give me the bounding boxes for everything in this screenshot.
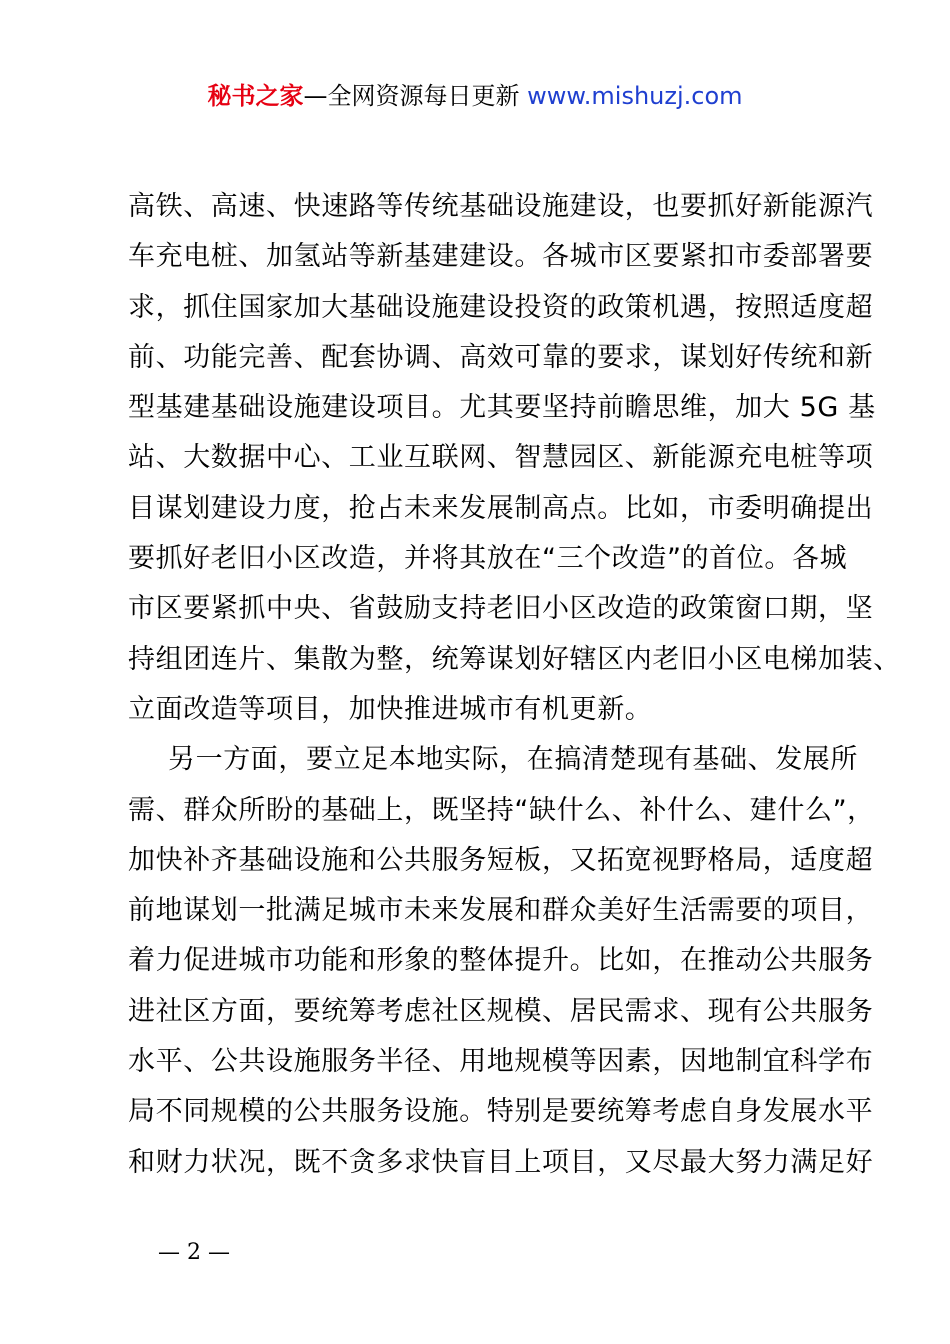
text-line: 持组团连片、集散为整，统筹谋划好辖区内老旧小区电梯加装、 [128,643,901,675]
text-line: 型基建基础设施建设项目。尤其要坚持前瞻思维，加大 5G 基 [128,392,876,424]
page-number: — 2 — [158,1240,230,1265]
text-line: 要抓好老旧小区改造，并将其放在“三个改造”的首位。各城 [128,543,848,575]
text-line: 水平、公共设施服务半径、用地规模等因素，因地制宜科学布 [128,1046,874,1078]
site-header [0,80,950,112]
text-line: 局不同规模的公共服务设施。特别是要统筹考虑自身发展水平 [128,1096,874,1128]
text-line: 需、群众所盼的基础上，既坚持“缺什么、补什么、建什么”， [128,794,875,826]
text-line: 站、大数据中心、工业互联网、智慧园区、新能源充电桩等项 [128,442,874,474]
text-line: 前地谋划一批满足城市未来发展和群众美好生活需要的项目， [128,895,874,927]
text-line: 市区要紧抓中央、省鼓励支持老旧小区改造的政策窗口期，坚 [128,593,874,625]
paragraph-first-line: 另一方面，要立足本地实际，在搞清楚现有基础、发展所 [168,744,858,776]
text-line: 目谋划建设力度，抢占未来发展制高点。比如，市委明确提出 [128,492,874,524]
text-line: 和财力状况，既不贪多求快盲目上项目，又尽最大努力满足好 [128,1146,874,1178]
text-line: 进社区方面，要统筹考虑社区规模、居民需求、现有公共服务 [128,995,874,1027]
site-tagline: —全网资源每日更新 [303,82,520,110]
site-url-link[interactable]: www.mishuzj.com [527,82,743,110]
document-body [128,182,901,1188]
text-line: 车充电桩、加氢站等新基建建设。各城市区要紧扣市委部署要 [128,241,874,273]
text-line: 加快补齐基础设施和公共服务短板，又拓宽视野格局，适度超 [128,844,874,876]
text-line: 求，抓住国家加大基础设施建设投资的政策机遇，按照适度超 [128,291,874,323]
text-line: 着力促进城市功能和形象的整体提升。比如，在推动公共服务 [128,945,874,977]
text-line: 前、功能完善、配套协调、高效可靠的要求，谋划好传统和新 [128,341,874,373]
site-brand: 秘书之家 [207,82,304,110]
text-line: 立面改造等项目，加快推进城市有机更新。 [128,693,653,725]
text-line: 高铁、高速、快速路等传统基础设施建设，也要抓好新能源汽 [128,191,874,222]
